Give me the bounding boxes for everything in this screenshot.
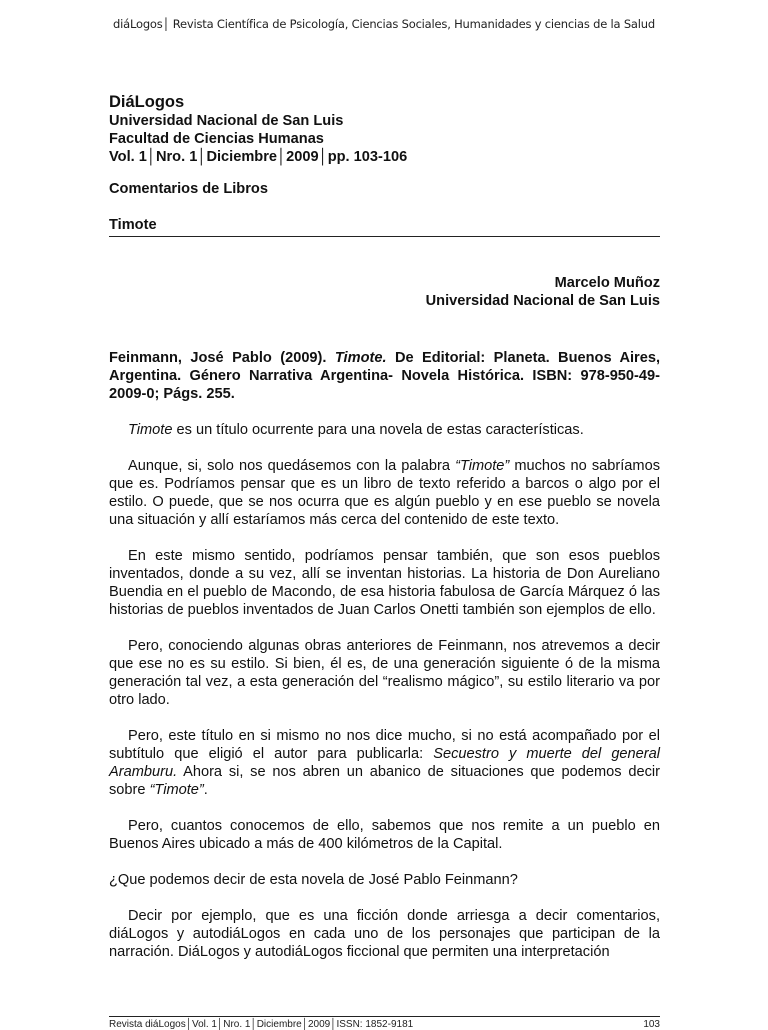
page-footer [109,1016,660,1030]
paragraph-1-title: Timote [128,422,173,438]
paragraph-2-text-a: Aunque, si, solo nos quedásemos con la palabra [128,458,456,474]
author-name: Marcelo Muñoz [554,275,660,291]
article-title: Timote [109,216,660,237]
journal-name: DiáLogos [109,93,185,111]
university-name: Universidad Nacional de San Luis [109,113,344,129]
faculty-name: Facultad de Ciencias Humanas [109,131,324,147]
citation-details: De Editorial: Planeta. Buenos Aires, Argentina. Género Narrativa Argentina- Novela Histórica. ISBN: 978-950-49-2009-0; Págs. 255. [109,350,661,402]
paragraph-5-quote: “Timote” [149,782,204,798]
paragraph-1-text: es un título ocurrente para una novela de estas características. [172,422,584,438]
paragraph-4: Pero, conociendo algunas obras anteriores de Feinmann, nos atrevemos a decir que ese no es su estilo. Si bien, él es, de una generación siguiente ó de la misma generación tal vez, a esta generación del “realismo mágico”, su estilo literario va por otro lado. [109,638,660,708]
section-title: Comentarios de Libros [109,181,268,197]
paragraph-5-text-a: Pero, este título en si mismo no nos dice mucho, si no está acompañado por el subtítulo que eligió el autor para publicarla: [109,728,660,762]
page-content [109,92,660,961]
paragraph-2-quote: “Timote” [455,458,510,474]
paragraph-3: En este mismo sentido, podríamos pensar también, que son esos pueblos inventados, donde a su vez, allí se inventan historias. La historia de Don Aureliano Buendia en el pueblo de Macondo, de esa historia fabulosa de García Márquez ó las historias de pueblos inventados de Juan Carlos Onetti también son ejemplos de ello. [109,548,660,618]
paragraph-2-text-b: muchos no sabríamos que es. Podríamos pensar que es un libro de texto referido a barcos o algo por el estilo. O puede, que se nos ocurra que es algún pueblo y en ese pueblo se novela una situación y allí estaríamos más cerca del contenido de este texto. [109,458,660,528]
citation-author: Feinmann, José Pablo (2009). [109,350,335,366]
paragraph-5 [109,727,660,799]
paragraph-1 [109,421,660,439]
author-affiliation: Universidad Nacional de San Luis [425,293,660,309]
issue-info: Vol. 1│Nro. 1│Diciembre│2009│pp. 103-106 [109,149,408,165]
running-header: diáLogos│ Revista Científica de Psicología, Ciencias Sociales, Humanidades y ciencias de la Salud [113,17,655,31]
footer-journal-info: Revista diáLogos│Vol. 1│Nro. 1│Diciembre│2009│ISSN: 1852-9181 [109,1019,414,1030]
citation-book-title: Timote. [334,350,387,366]
page-number: 103 [643,1019,660,1030]
paragraph-7: ¿Que podemos decir de esta novela de José Pablo Feinmann? [109,872,518,888]
paragraph-5-subtitle: Secuestro y muerte del general Aramburu. [109,746,661,780]
paragraph-6: Pero, cuantos conocemos de ello, sabemos que nos remite a un pueblo en Buenos Aires ubicado a más de 400 kilómetros de la Capital. [109,818,660,852]
paragraph-5-text-c: . [203,782,208,798]
book-citation [109,349,660,403]
paragraph-2 [109,457,660,529]
journal-info [109,92,660,166]
author-block [109,274,660,310]
paragraph-5-text-b: Ahora si, se nos abren un abanico de situaciones que podemos decir sobre [109,764,660,798]
paragraph-8: Decir por ejemplo, que es una ficción donde arriesga a decir comentarios, diáLogos y autodiáLogos en cada uno de los personajes que participan de la narración. DiáLogos y autodiáLogos ficcional que permiten una interpretación [109,908,660,960]
